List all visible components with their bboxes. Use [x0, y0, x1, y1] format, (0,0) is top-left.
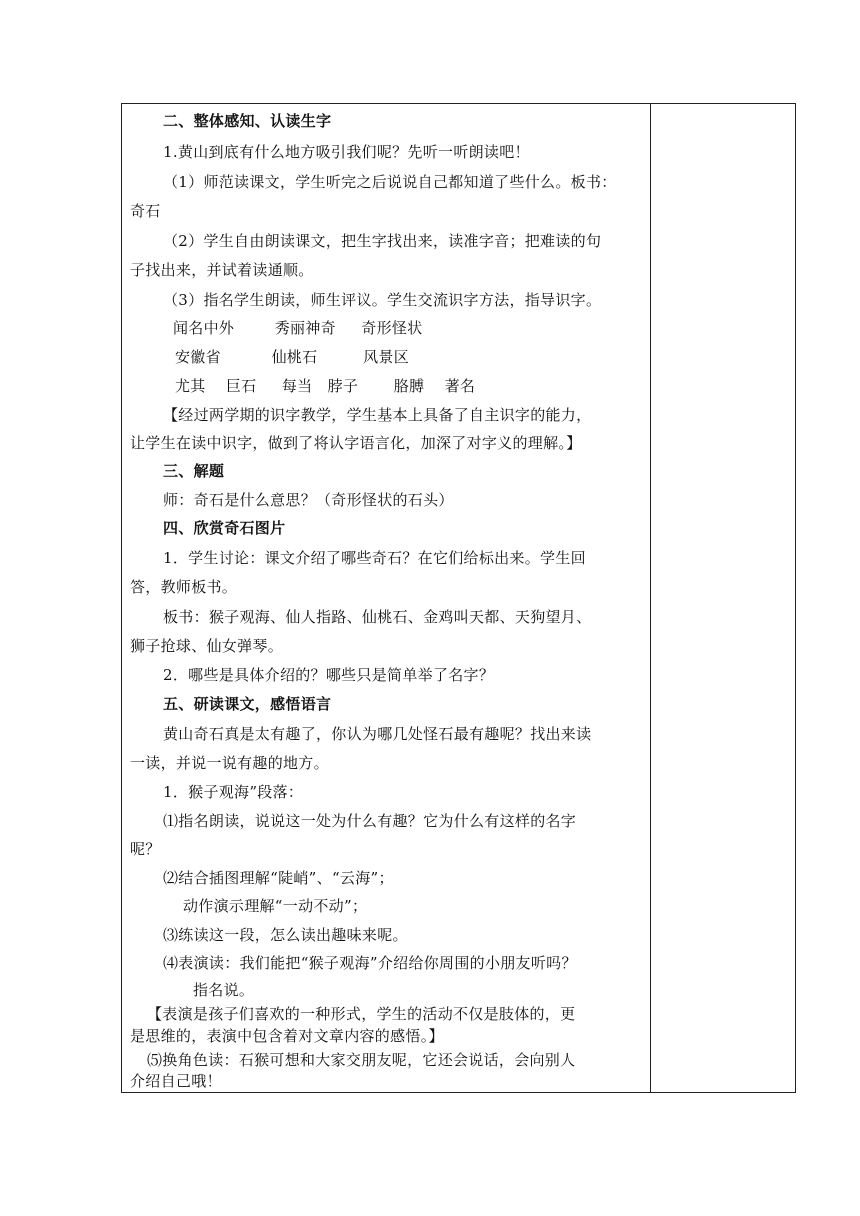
paragraph-line: ⑷表演读：我们能把“猴子观海”介绍给你周围的小朋友听吗？ — [163, 954, 577, 972]
note-line: 是思维的，表演中包含着对文章内容的感悟。】 — [130, 1027, 444, 1045]
paragraph-line: 1．猴子观海”段落： — [163, 783, 304, 801]
section-heading: 三、解题 — [163, 462, 225, 480]
paragraph-line: 子找出来，并试着读通顺。 — [130, 261, 314, 279]
paragraph-line: 奇石 — [130, 202, 161, 220]
section-heading: 五、研读课文，感悟语言 — [163, 695, 332, 713]
note-line: 【经过两学期的识字教学，学生基本上具备了自主识字的能力， — [163, 406, 592, 424]
paragraph-line: ⑶练读这一段，怎么读出趣味来呢。 — [163, 926, 408, 944]
section-heading: 四、欣赏奇石图片 — [163, 519, 286, 537]
paragraph-line: 狮子抢球、仙女弹琴。 — [130, 637, 284, 655]
paragraph-line: 黄山奇石真是太有趣了，你认为哪几处怪石最有趣呢？找出来读 — [163, 725, 592, 743]
vocab-row: 闻名中外 秀丽神奇 奇形怪状 — [173, 319, 423, 337]
column-divider — [650, 104, 651, 1092]
paragraph-line: ⑴指名朗读，说说这一处为什么有趣？它为什么有这样的名字 — [163, 812, 577, 830]
note-line: 让学生在读中识字，做到了将认字语言化，加深了对字义的理解。】 — [130, 434, 582, 452]
note-line: 【表演是孩子们喜欢的一种形式，学生的活动不仅是肢体的，更 — [147, 1005, 576, 1023]
paragraph-line: 答，教师板书。 — [130, 578, 238, 596]
paragraph-line: 1．学生讨论：课文介绍了哪些奇石？在它们给标出来。学生回 — [163, 549, 586, 567]
paragraph-line: 1.黄山到底有什么地方吸引我们呢？先听一听朗读吧！ — [163, 143, 530, 161]
paragraph-line: ⑸换角色读：石猴可想和大家交朋友呢，它还会说话，会向别人 — [147, 1051, 576, 1069]
paragraph-line: （3）指名学生朗读，师生评议。学生交流识字方法，指导识字。 — [163, 291, 602, 309]
paragraph-line: （1）师范读课文，学生听完之后说说自己都知道了些什么。板书： — [163, 173, 617, 191]
paragraph-line: 板书：猴子观海、仙人指路、仙桃石、金鸡叫天都、天狗望月、 — [163, 608, 592, 626]
vocab-row: 安徽省 仙桃石 风景区 — [175, 348, 409, 366]
paragraph-line: 动作演示理解“一动不动”； — [183, 897, 368, 915]
paragraph-line: 2．哪些是具体介绍的？哪些只是简单举了名字？ — [163, 666, 495, 684]
paragraph-line: 一读，并说一说有趣的地方。 — [130, 754, 329, 772]
paragraph-line: （2）学生自由朗读课文，把生字找出来，读准字音；把难读的句 — [163, 232, 602, 250]
paragraph-line: 师：奇石是什么意思？（奇形怪状的石头） — [163, 491, 454, 509]
paragraph-line: ⑵结合插图理解“陡峭”、“云海”； — [163, 869, 394, 887]
lesson-plan-table — [121, 103, 796, 1093]
paragraph-line: 介绍自己哦！ — [130, 1072, 222, 1090]
paragraph-line: 呢？ — [130, 840, 161, 858]
vocab-row: 尤其 巨石 每当 脖子 胳膊 著名 — [175, 377, 476, 395]
paragraph-line: 指名说。 — [193, 981, 255, 999]
section-heading: 二、整体感知、认读生字 — [163, 112, 332, 130]
